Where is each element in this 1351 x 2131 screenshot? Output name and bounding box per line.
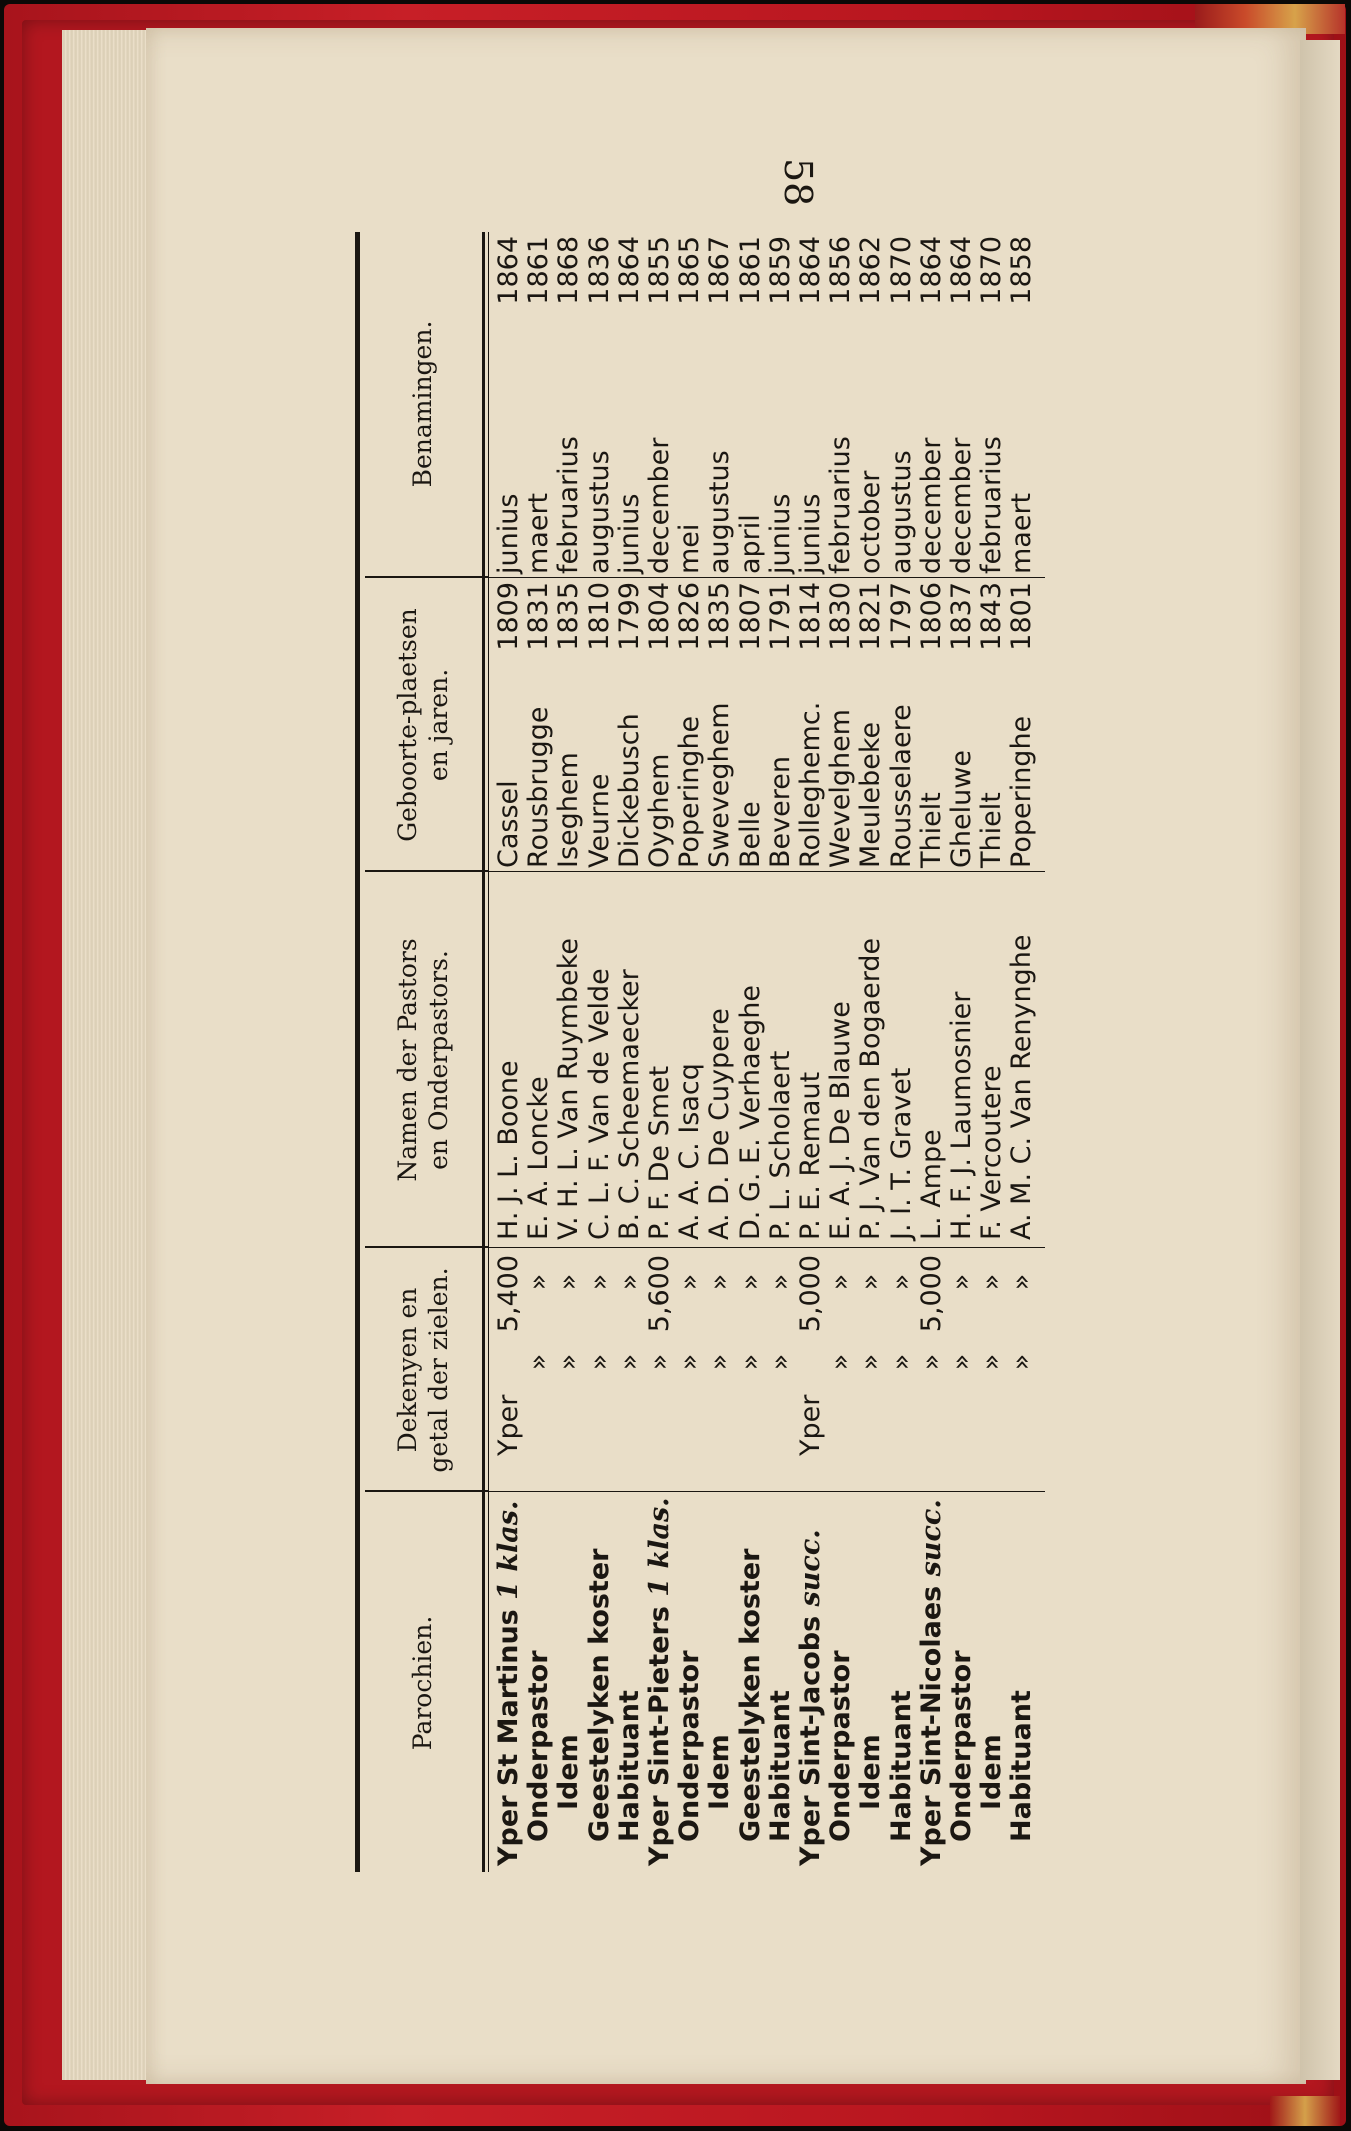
cell-naam: E. A. Loncke [523, 1076, 555, 1240]
cell-parochie [797, 1529, 825, 1866]
cell-parochie-name: Habituant [764, 1690, 796, 1842]
cell-parochie [1008, 1690, 1036, 1842]
cell-dekenij: » [704, 1353, 736, 1371]
cell-naam: B. C. Scheemaecker [613, 969, 645, 1240]
cell-dekenij: » [613, 1353, 645, 1371]
cell-geboortejaar: 1814 [795, 582, 826, 651]
cell-maand: augustus [583, 450, 615, 574]
cell-zielen: » [855, 1273, 887, 1291]
cell-naam: A. M. C. Van Renynghe [1006, 934, 1038, 1240]
cell-maand: maert [523, 492, 555, 574]
cell-parochie [613, 1690, 645, 1842]
cell-geboorteplaats: Beveren [764, 756, 796, 868]
cell-geboorteplaats: Rolleghemc. [795, 701, 826, 868]
cell-parochie [827, 1650, 855, 1842]
cell-maand: december [915, 437, 947, 574]
cell-parochie-name: Habituant [613, 1690, 645, 1842]
cell-zielen: » [976, 1273, 1008, 1291]
cell-dekenij: » [734, 1353, 766, 1371]
cell-geboortejaar: 1807 [734, 582, 766, 651]
table-row [915, 232, 947, 1872]
cell-parochie-name: Idem [704, 1734, 736, 1810]
cell-benoemingsjaar: 1859 [764, 236, 796, 305]
cell-dekenij: » [885, 1353, 917, 1371]
cell-dekenij: » [553, 1353, 585, 1371]
cell-maand: mei [674, 523, 706, 574]
table-row [495, 232, 523, 1872]
cell-parochie [555, 1734, 583, 1810]
cell-geboortejaar: 1797 [885, 582, 917, 651]
cell-geboortejaar: 1830 [825, 582, 857, 651]
table-row [525, 232, 553, 1872]
header-rule [482, 232, 485, 1872]
cell-geboorteplaats: Thielt [915, 792, 947, 868]
cell-maand: februarius [825, 436, 857, 574]
cell-maand: junius [613, 493, 645, 574]
cell-benoemingsjaar: 1867 [704, 236, 736, 305]
cell-naam: P. F. De Smet [644, 1065, 675, 1240]
cell-naam: C. L. F. Van de Velde [583, 968, 615, 1240]
cell-geboortejaar: 1826 [674, 582, 706, 651]
cell-benoemingsjaar: 1864 [946, 236, 977, 305]
cell-parochie-name: Onderpastor [825, 1650, 857, 1842]
table-row [555, 232, 583, 1872]
cell-zielen: 5,600 [644, 1255, 675, 1333]
column-divider [365, 1490, 489, 1492]
cell-naam: E. A. J. De Blauwe [825, 1001, 857, 1240]
cell-geboortejaar: 1809 [493, 582, 524, 651]
cell-dekenij: » [855, 1353, 887, 1371]
cell-parochie-name: Habituant [1006, 1690, 1038, 1842]
cell-geboorteplaats: Sweveghem [704, 702, 736, 868]
header-namen-line1: Namen der Pastors [392, 938, 422, 1182]
header-benamingen-label: Benamingen. [408, 320, 437, 488]
cell-benoemingsjaar: 1836 [583, 236, 615, 305]
cell-zielen: » [583, 1273, 615, 1291]
cell-zielen: » [946, 1273, 977, 1291]
cell-zielen: » [764, 1273, 796, 1291]
cell-dekenij: » [915, 1353, 947, 1371]
cell-maand: maert [1006, 492, 1038, 574]
cell-parochie [885, 1690, 917, 1842]
cell-geboortejaar: 1835 [704, 582, 736, 651]
cell-geboortejaar: 1799 [613, 582, 645, 651]
cell-geboortejaar: 1831 [523, 582, 555, 651]
cell-maand: augustus [885, 450, 917, 574]
cell-geboorteplaats: Dickebusch [613, 713, 645, 868]
cell-zielen: 5,400 [493, 1255, 524, 1333]
cell-parochie [915, 1499, 947, 1866]
header-geboorte [365, 580, 480, 870]
cell-naam: P. J. Van den Bogaerde [855, 937, 887, 1240]
cell-dekenij: Yper [795, 1394, 826, 1456]
cell-geboortejaar: 1810 [583, 582, 615, 651]
cell-geboorteplaats: Iseghem [553, 752, 585, 868]
cell-geboorteplaats: Poperinghe [674, 715, 706, 868]
cell-geboorteplaats: Meulebeke [855, 721, 887, 868]
cell-dekenij: » [976, 1353, 1008, 1371]
table-row [706, 232, 734, 1872]
cell-parochie [646, 1497, 674, 1866]
cell-parochie [525, 1650, 553, 1842]
cell-geboorteplaats: Oyghem [644, 753, 675, 868]
cell-geboorteplaats: Veurne [583, 773, 615, 868]
header-dekenyen-line1: Dekenyen en [392, 1287, 422, 1453]
cell-naam: V. H. L. Van Ruymbeke [553, 938, 585, 1240]
cell-benoemingsjaar: 1864 [795, 236, 826, 305]
table-row [676, 232, 704, 1872]
cell-geboortejaar: 1837 [946, 582, 977, 651]
table-row [646, 232, 674, 1872]
cell-dekenij: » [523, 1353, 555, 1371]
cell-maand: junius [493, 493, 524, 574]
cell-geboorteplaats: Rousselaere [885, 704, 917, 868]
cell-dekenij: » [946, 1353, 977, 1371]
parish-table [355, 232, 1055, 1872]
cell-parochie-name: Onderpastor [523, 1650, 555, 1842]
column-divider [365, 576, 489, 578]
cell-geboorteplaats: Belle [734, 801, 766, 868]
cell-benoemingsjaar: 1870 [976, 236, 1008, 305]
header-dekenyen-line2: getal der zielen. [423, 1267, 453, 1473]
cell-geboortejaar: 1806 [915, 582, 947, 651]
cell-naam: D. G. E. Verhaeghe [734, 984, 766, 1240]
header-parochien-label: Parochien. [408, 1615, 437, 1751]
cell-dekenij: » [644, 1353, 675, 1371]
cell-maand: junius [764, 493, 796, 574]
cell-benoemingsjaar: 1864 [613, 236, 645, 305]
table-row [764, 232, 796, 1872]
header-benamingen [365, 232, 480, 576]
cell-dekenij: » [583, 1353, 615, 1371]
header-namen [365, 874, 480, 1246]
cell-parochie-name: Yper Sint-Pieters [644, 1596, 675, 1866]
header-parochien [365, 1494, 480, 1872]
cell-geboorteplaats: Rousbrugge [523, 706, 555, 868]
header-geboorte-line2: en jaren. [423, 668, 453, 782]
cell-benoemingsjaar: 1870 [885, 236, 917, 305]
cell-dekenij: » [825, 1353, 857, 1371]
facing-page-edge [1300, 40, 1340, 2080]
cell-naam: J. I. T. Gravet [885, 1067, 917, 1240]
cell-geboorteplaats: Gheluwe [946, 750, 977, 868]
cell-klas: succ. [915, 1499, 947, 1577]
cell-benoemingsjaar: 1864 [915, 236, 947, 305]
header-dekenyen [365, 1250, 480, 1490]
cell-geboorteplaats: Thielt [976, 792, 1008, 868]
cell-parochie [583, 1548, 615, 1842]
cell-maand: junius [795, 493, 826, 574]
cell-parochie-name: Habituant [885, 1690, 917, 1842]
cell-benoemingsjaar: 1862 [855, 236, 887, 305]
cell-geboortejaar: 1835 [553, 582, 585, 651]
cell-klas: succ. [795, 1529, 826, 1607]
cell-zielen: » [885, 1273, 917, 1291]
cell-zielen: 5,000 [795, 1255, 826, 1333]
header-geboorte-line1: Geboorte-plaetsen [392, 608, 422, 842]
cell-parochie-name: Idem [976, 1734, 1008, 1810]
cell-parochie-name: Yper Sint-Jacobs [795, 1606, 826, 1866]
cell-benoemingsjaar: 1858 [1006, 236, 1038, 305]
column-divider [365, 870, 489, 872]
cell-maand: april [734, 514, 766, 574]
table-top-rule [355, 232, 360, 1872]
cell-zielen: » [734, 1273, 766, 1291]
cell-parochie [676, 1650, 704, 1842]
cell-benoemingsjaar: 1855 [644, 236, 675, 305]
cell-benoemingsjaar: 1865 [674, 236, 706, 305]
cell-parochie-name: Onderpastor [946, 1650, 977, 1842]
cell-naam: F. Vercoutere [976, 1065, 1008, 1240]
cell-dekenij: » [674, 1353, 706, 1371]
cell-benoemingsjaar: 1861 [734, 236, 766, 305]
table-row [827, 232, 855, 1872]
cell-maand: februarius [553, 436, 585, 574]
table-row [797, 232, 825, 1872]
cell-geboorteplaats: Cassel [493, 780, 524, 868]
cell-parochie-name: Geestelyken koster [583, 1548, 615, 1842]
cell-parochie-name: Onderpastor [674, 1650, 706, 1842]
cell-geboortejaar: 1801 [1006, 582, 1038, 651]
cell-benoemingsjaar: 1864 [493, 236, 524, 305]
cell-parochie [857, 1734, 885, 1810]
table-row [948, 232, 976, 1872]
column-divider [365, 1246, 489, 1248]
cell-dekenij: » [1006, 1353, 1038, 1371]
cell-naam: A. A. C. Isacq [674, 1063, 706, 1240]
cell-zielen: » [674, 1273, 706, 1291]
cell-parochie [495, 1501, 523, 1866]
cell-zielen: » [1006, 1273, 1038, 1291]
cell-benoemingsjaar: 1856 [825, 236, 857, 305]
cell-zielen: » [704, 1273, 736, 1291]
page-number: 58 [776, 158, 820, 207]
cell-klas: 1 klas. [493, 1500, 524, 1600]
cell-parochie [706, 1734, 734, 1810]
cell-parochie [948, 1650, 976, 1842]
cell-geboorteplaats: Poperinghe [1006, 715, 1038, 868]
header-namen-line2: en Onderpastors. [423, 950, 453, 1170]
page-edges [62, 30, 148, 2080]
cell-naam: A. D. De Cuypere [704, 1008, 736, 1240]
cell-parochie [734, 1548, 766, 1842]
cell-geboorteplaats: Wevelghem [825, 709, 857, 868]
cell-geboortejaar: 1843 [976, 582, 1008, 651]
cell-parochie-name: Yper St Martinus [493, 1599, 524, 1866]
cell-maand: februarius [976, 436, 1008, 574]
cell-parochie-name: Yper Sint-Nicolaes [915, 1576, 947, 1866]
cell-benoemingsjaar: 1861 [523, 236, 555, 305]
cell-geboortejaar: 1791 [764, 582, 796, 651]
table-row [978, 232, 1006, 1872]
cell-maand: december [644, 437, 675, 574]
header-rule-thin [488, 232, 489, 1872]
cell-zielen: 5,000 [915, 1255, 947, 1333]
cell-parochie [764, 1690, 796, 1842]
table-row [1008, 232, 1036, 1872]
cell-geboortejaar: 1821 [855, 582, 887, 651]
cell-maand: october [855, 470, 887, 574]
table-row [583, 232, 615, 1872]
table-row [734, 232, 766, 1872]
cell-benoemingsjaar: 1868 [553, 236, 585, 305]
cell-geboortejaar: 1804 [644, 582, 675, 651]
cell-klas: 1 klas. [644, 1497, 675, 1597]
cell-maand: december [946, 437, 977, 574]
cell-naam: H. J. L. Boone [493, 1060, 524, 1240]
bookmark-ribbon-bottom [1270, 2096, 1340, 2126]
cell-naam: P. L. Scholaert [764, 1050, 796, 1240]
cell-parochie-name: Geestelyken koster [734, 1548, 766, 1842]
cell-maand: augustus [704, 450, 736, 574]
table-row [857, 232, 885, 1872]
cell-dekenij: Yper [493, 1394, 524, 1456]
cell-parochie-name: Idem [553, 1734, 585, 1810]
table-row [613, 232, 645, 1872]
cell-zielen: » [523, 1273, 555, 1291]
cell-parochie-name: Idem [855, 1734, 887, 1810]
cell-zielen: » [553, 1273, 585, 1291]
cell-zielen: » [613, 1273, 645, 1291]
cell-naam: L. Ampe [915, 1129, 947, 1240]
cell-naam: H. F. J. Laumosnier [946, 991, 977, 1240]
cell-naam: P. E. Remaut [795, 1071, 826, 1240]
cell-zielen: » [825, 1273, 857, 1291]
cell-dekenij: » [764, 1353, 796, 1371]
cell-parochie [978, 1734, 1006, 1810]
table-row [885, 232, 917, 1872]
